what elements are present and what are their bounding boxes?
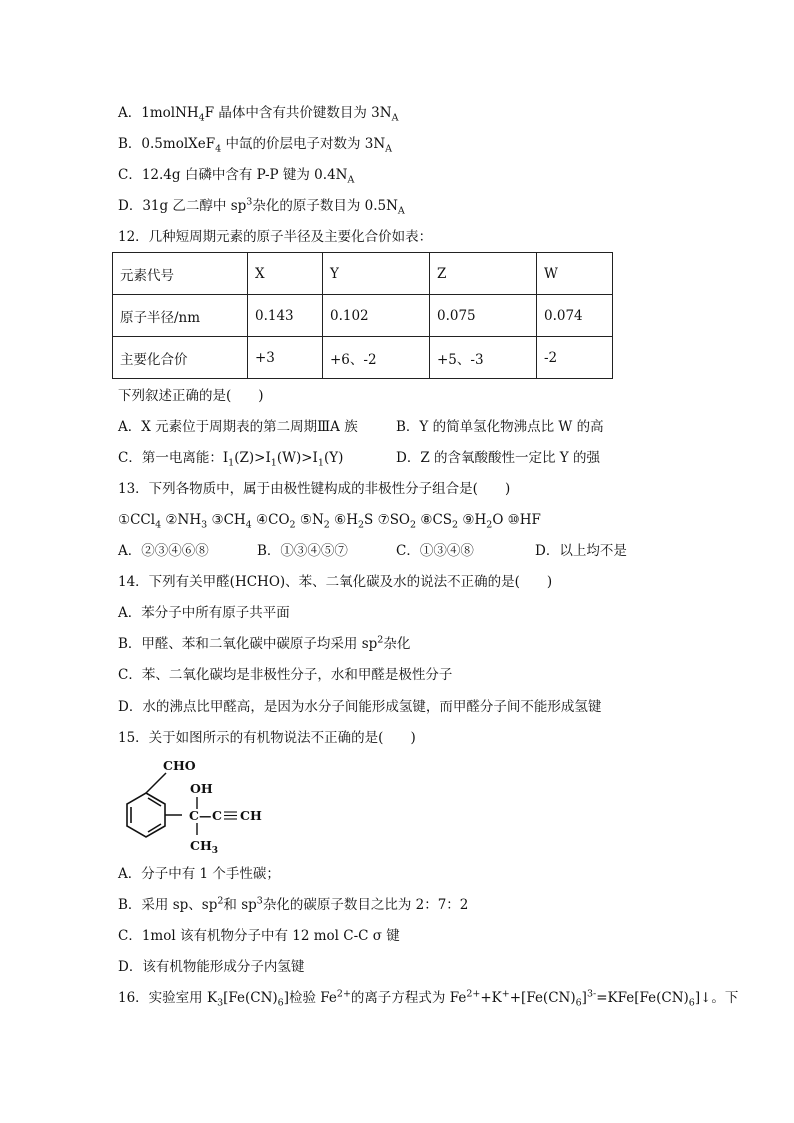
q15-option-d: D．该有机物能形成分子内氢键 xyxy=(118,959,305,975)
q14-option-d: D．水的沸点比甲醛高，是因为水分子间能形成氢键，而甲醛分子间不能形成氢键 xyxy=(118,699,602,715)
table-cell: W xyxy=(537,253,613,295)
table-cell: 原子半径/nm xyxy=(113,295,248,337)
molecule-structure xyxy=(118,757,278,857)
table-cell: 0.075 xyxy=(430,295,537,337)
q16-stem: 16．实验室用 $K_3[Fe(CN)_6]$检验 $Fe^{2+}$的离子方程式为 $Fe^{2+}+K^++[Fe(CN)_6]^{3-}=KFe[Fe(CN)_6]↓$。下 xyxy=(118,988,739,1009)
q15-option-b: B．采用 sp、$sp^2$和 $sp^3$杂化的碳原子数目之比为 2：7：2 xyxy=(118,895,469,913)
table-cell: X xyxy=(248,253,323,295)
q12-option-b: B．Y 的简单氢化物沸点比 W 的高 xyxy=(396,419,604,435)
cho-label: CHO xyxy=(163,758,196,773)
table-cell: Z xyxy=(430,253,537,295)
alkyne-carbon-label: C xyxy=(212,808,222,823)
table-row xyxy=(113,253,613,295)
table-cell: -2 xyxy=(537,337,613,379)
q13-substance-list: ①CCl$_4$ $②NH_3$ $③CH_4$ $④CO_2$ $⑤N_2$ $⑥H_2S$ $⑦SO_2$ $⑧CS_2$ $⑨H_2O$ ⑩HF xyxy=(118,512,541,531)
q12-option-a: A．X 元素位于周期表的第二周期ⅢA 族 xyxy=(118,419,358,435)
table-cell: 0.074 xyxy=(537,295,613,337)
q11-option-c: C．12.4g 白磷中含有 P-P 键为 $0.4N_A$ xyxy=(118,167,355,186)
chiral-carbon-label: C xyxy=(189,808,199,823)
oh-label: OH xyxy=(190,781,213,796)
triple-bond xyxy=(224,812,237,819)
benzene-ring xyxy=(127,793,165,837)
q15-stem: 15．关于如图所示的有机物说法不正确的是( ) xyxy=(118,730,416,746)
table-cell: +3 xyxy=(248,337,323,379)
q14-option-a: A．苯分子中所有原子共平面 xyxy=(118,605,290,621)
q12-stem: 12．几种短周期元素的原子半径及主要化合价如表： xyxy=(118,229,433,245)
q14-option-c: C．苯、二氧化碳均是非极性分子，水和甲醛是极性分子 xyxy=(118,667,453,683)
ch3-label: $CH_3$ xyxy=(190,838,219,856)
single-bond-label: — xyxy=(199,808,212,823)
q11-option-d: D．31g 乙二醇中 $sp^3$杂化的原子数目为 $0.5N_A$ xyxy=(118,196,405,217)
table-cell: 主要化合价 xyxy=(113,337,248,379)
q13-option-c: C．①③④⑧ xyxy=(396,543,474,559)
q12-option-d: D．Z 的含氧酸酸性一定比 Y 的强 xyxy=(396,450,600,466)
table-row xyxy=(113,295,613,337)
q12-option-c: C．第一电离能：$I_1(Z)>I_1(W)>I_1(Y)$ xyxy=(118,450,344,469)
table-cell: 元素代号 xyxy=(113,253,248,295)
table-cell: 0.143 xyxy=(248,295,323,337)
table-row xyxy=(113,337,613,379)
q15-option-a: A．分子中有 1 个手性碳； xyxy=(118,866,280,882)
ch-label: CH xyxy=(240,808,262,823)
q11-option-a: A．1molNH$_4$F 晶体中含有共价键数目为 $3N_A$ xyxy=(118,105,399,124)
q11-option-b: B．0.5molXeF$_4$ 中氙的价层电子对数为 $3N_A$ xyxy=(118,136,393,155)
q13-option-d: D．以上均不是 xyxy=(535,543,627,559)
q12-prompt: 下列叙述正确的是( ) xyxy=(118,388,264,404)
bond-ring-cho xyxy=(146,773,166,793)
q14-option-b: B．甲醛、苯和二氧化碳中碳原子均采用 $sp^2$杂化 xyxy=(118,634,411,652)
table-cell: +5、-3 xyxy=(430,337,537,379)
element-table xyxy=(112,252,613,379)
table-cell: +6、-2 xyxy=(323,337,430,379)
table-cell: 0.102 xyxy=(323,295,430,337)
q13-option-a: A．②③④⑥⑧ xyxy=(118,543,209,559)
q13-stem: 13．下列各物质中，属于由极性键构成的非极性分子组合是( ) xyxy=(118,481,511,497)
q15-option-c: C．1mol 该有机物分子中有 12 mol C-C σ 键 xyxy=(118,928,400,944)
q14-stem: 14．下列有关甲醛(HCHO)、苯、二氧化碳及水的说法不正确的是( ) xyxy=(118,574,553,590)
q13-option-b: B．①③④⑤⑦ xyxy=(257,543,348,559)
table-cell: Y xyxy=(323,253,430,295)
